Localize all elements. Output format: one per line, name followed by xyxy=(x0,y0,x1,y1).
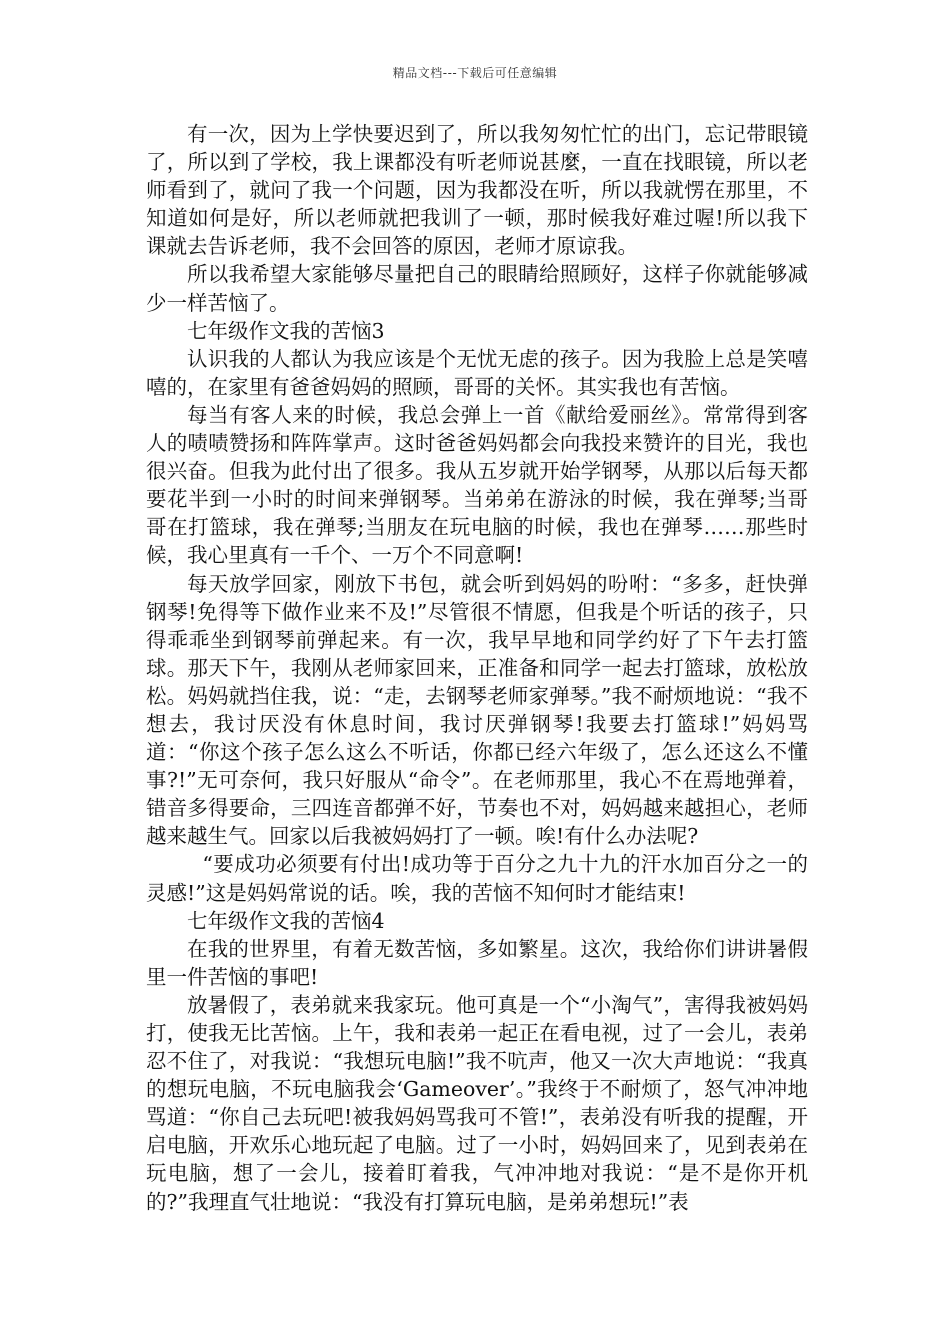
paragraph: 放暑假了，表弟就来我家玩。他可真是一个“小淘气”，害得我被妈妈打，使我无比苦恼。上午，我和表弟一起正在看电视，过了一会儿，表弟忍不住了，对我说：“我想玩电脑!”我不吭声，他又一次大声地说：“我真的想玩电脑，不玩电脑我会‘Gameover’。”我终于不耐烦了，怒气冲冲地骂道：“你自己去玩吧!被我妈妈骂我可不管!”，表弟没有听我的提醒，开启电脑，开欢乐心地玩起了电脑。过了一小时，妈妈回来了，见到表弟在玩电脑，想了一会儿，接着盯着我，气冲冲地对我说：“是不是你开机的?”我理直气壮地说：“我没有打算玩电脑，是弟弟想玩!”表 xyxy=(146,992,808,1214)
paragraph: 认识我的人都认为我应该是个无忧无虑的孩子。因为我脸上总是笑嘻嘻的，在家里有爸爸妈妈的照顾，哥哥的关怀。其实我也有苦恼。 xyxy=(146,346,808,399)
paragraph: 有一次，因为上学快要迟到了，所以我匆匆忙忙的出门，忘记带眼镜了，所以到了学校，我上课都没有听老师说甚麼，一直在找眼镜，所以老师看到了，就问了我一个问题，因为我都没在听，所以我就愣在那里，不知道如何是好，所以老师就把我训了一顿，那时候我好难过喔!所以我下课就去告诉老师，我不会回答的原因，老师才原谅我。 xyxy=(146,122,808,259)
paragraph: 所以我希望大家能够尽量把自己的眼睛给照顾好，这样子你就能够减少一样苦恼了。 xyxy=(146,262,808,315)
page-header: 精品文档---下载后可任意编辑 xyxy=(392,66,558,80)
section-heading: 七年级作文我的苦恼4 xyxy=(187,908,385,933)
section-heading: 七年级作文我的苦恼3 xyxy=(187,318,385,343)
paragraph: “要成功必须要有付出!成功等于百分之九十九的汗水加百分之一的灵感!”这是妈妈常说的话。唉，我的苦恼不知何时才能结束! xyxy=(146,852,808,905)
paragraph: 在我的世界里，有着无数苦恼，多如繁星。这次，我给你们讲讲暑假里一件苦恼的事吧! xyxy=(146,936,808,989)
document-body xyxy=(146,120,808,1216)
paragraph: 每当有客人来的时候，我总会弹上一首《献给爱丽丝》。常常得到客人的啧啧赞扬和阵阵掌声。这时爸爸妈妈都会向我投来赞许的目光，我也很兴奋。但我为此付出了很多。我从五岁就开始学钢琴，从那以后每天都要花半到一小时的时间来弹钢琴。当弟弟在游泳的时候，我在弹琴;当哥哥在打篮球，我在弹琴;当朋友在玩电脑的时候，我也在弹琴……那些时候，我心里真有一千个、一万个不同意啊! xyxy=(146,402,808,568)
paragraph: 每天放学回家，刚放下书包，就会听到妈妈的吩咐：“多多，赶快弹钢琴!免得等下做作业来不及!”尽管很不情愿，但我是个听话的孩子，只得乖乖坐到钢琴前弹起来。有一次，我早早地和同学约好了下午去打篮球。那天下午，我刚从老师家回来，正准备和同学一起去打篮球，放松放松。妈妈就挡住我，说：“走，去钢琴老师家弹琴。”我不耐烦地说：“我不想去，我讨厌没有休息时间，我讨厌弹钢琴!我要去打篮球!”妈妈骂道：“你这个孩子怎么这么不听话，你都已经六年级了，怎么还这么不懂事?!”无可奈何，我只好服从“命令”。在老师那里，我心不在焉地弹着，错音多得要命，三四连音都弹不好，节奏也不对，妈妈越来越担心，老师越来越生气。回家以后我被妈妈打了一顿。唉!有什么办法呢? xyxy=(146,571,808,849)
